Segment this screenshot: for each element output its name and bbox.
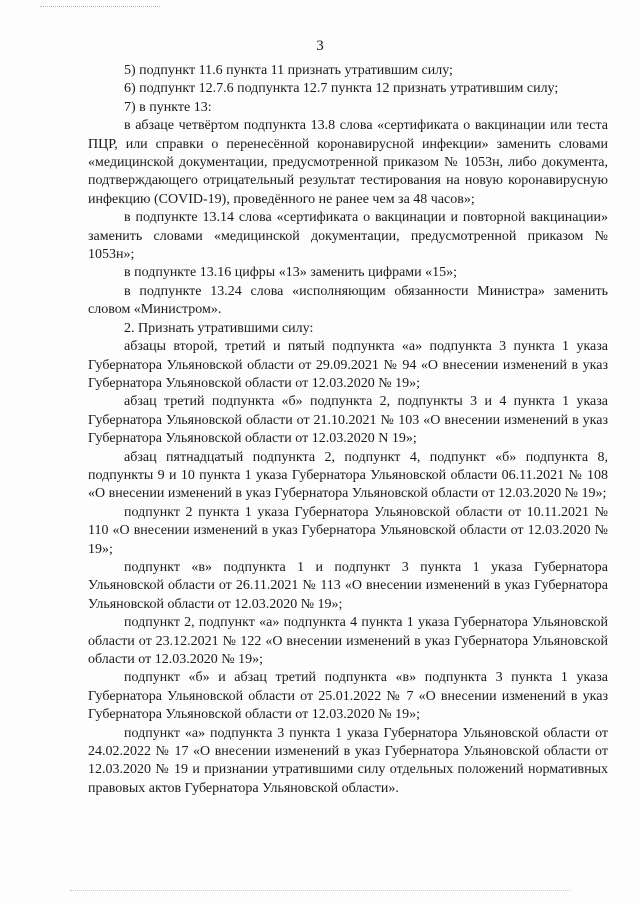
paragraph: абзацы второй, третий и пятый подпункта «а» подпункта 3 пункта 1 указа Губернатора Ульяновской области от 29.09.2021 № 94 «О внесении изменений в указ Губернатора Ульяновской области от 12.03.2020 № 19»; (88, 339, 608, 391)
paragraph: 2. Признать утратившими силу: (124, 320, 314, 336)
scan-artifact-top (40, 6, 160, 8)
paragraph: подпункт «в» подпункта 1 и подпункт 3 пункта 1 указа Губернатора Ульяновской области от 26.11.2021 № 113 «О внесении изменений в указ Губернатора Ульяновской области от 12.03.2020 № 19»; (88, 559, 608, 612)
page-number: 3 (316, 38, 324, 54)
paragraph: в подпункте 13.16 цифры «13» заменить цифрами «15»; (124, 265, 458, 281)
paragraph: 7) в пункте 13: (124, 99, 212, 115)
paragraph: в подпункте 13.24 слова «исполняющим обязанности Министра» заменить словом «Министром». (88, 283, 608, 318)
paragraph: подпункт «б» и абзац третий подпункта «в» подпункта 3 пункта 1 указа Губернатора Ульяновской области от 25.01.2022 № 7 «О внесении изменений в указ Губернатора Ульяновской области от 12.03.2020 № 19»; (88, 670, 608, 723)
paragraph: в подпункте 13.14 слова «сертификата о вакцинации и повторной вакцинации» заменить словами «медицинской документации, предусмотренной приказом № 1053н»; (88, 210, 608, 263)
paragraph: подпункт «а» подпункта 3 пункта 1 указа Губернатора Ульяновской области от 24.02.2022 № 17 «О внесении изменений в указ Губернатора Ульяновской области от 12.03.2020 № 19 и признании утратившими силу отдельных положений нормативных правовых актов Губернатора Ульяновской области». (88, 725, 608, 796)
paragraph: 6) подпункт 12.7.6 подпункта 12.7 пункта 12 признать утратившим силу; (124, 81, 559, 97)
document-body (88, 62, 608, 798)
paragraph: подпункт 2, подпункт «а» подпункта 4 пункта 1 указа Губернатора Ульяновской области от 23.12.2021 № 122 «О внесении изменений в указ Губернатора Ульяновской области от 12.03.2020 № 19»; (88, 615, 608, 667)
paragraph: абзац третий подпункта «б» подпункта 2, подпункты 3 и 4 пункта 1 указа Губернатора Ульяновской области от 21.10.2021 № 103 «О внесении изменений в указ Губернатора Ульяновской области от 12.03.2020 N 19»; (88, 394, 608, 447)
paragraph: в абзаце четвёртом подпункта 13.8 слова «сертификата о вакцинации или теста ПЦР, или справки о перенесённой коронавирусной инфекции» заменить словами «медицинской документации, предусмотренной приказом № 1053н, либо документа, подтверждающего отрицательный результат тестирования на новую коронавирусную инфекцию (COVID-19), проведённого не ранее чем за 48 часов»; (88, 118, 608, 207)
paragraph: абзац пятнадцатый подпункта 2, подпункт 4, подпункт «б» подпункта 8, подпункты 9 и 10 пункта 1 указа Губернатора Ульяновской области 06.11.2021 № 108 «О внесении изменений в указ Губернатора Ульяновской области от 12.03.2020 № 19»; (88, 449, 608, 502)
paragraph: 5) подпункт 11.6 пункта 11 признать утратившим силу; (124, 63, 453, 78)
paragraph: подпункт 2 пункта 1 указа Губернатора Ульяновской области от 10.11.2021 № 110 «О внесении изменений в указ Губернатора Ульяновской области от 12.03.2020 № 19»; (88, 504, 608, 557)
scan-artifact-bottom (70, 890, 570, 892)
